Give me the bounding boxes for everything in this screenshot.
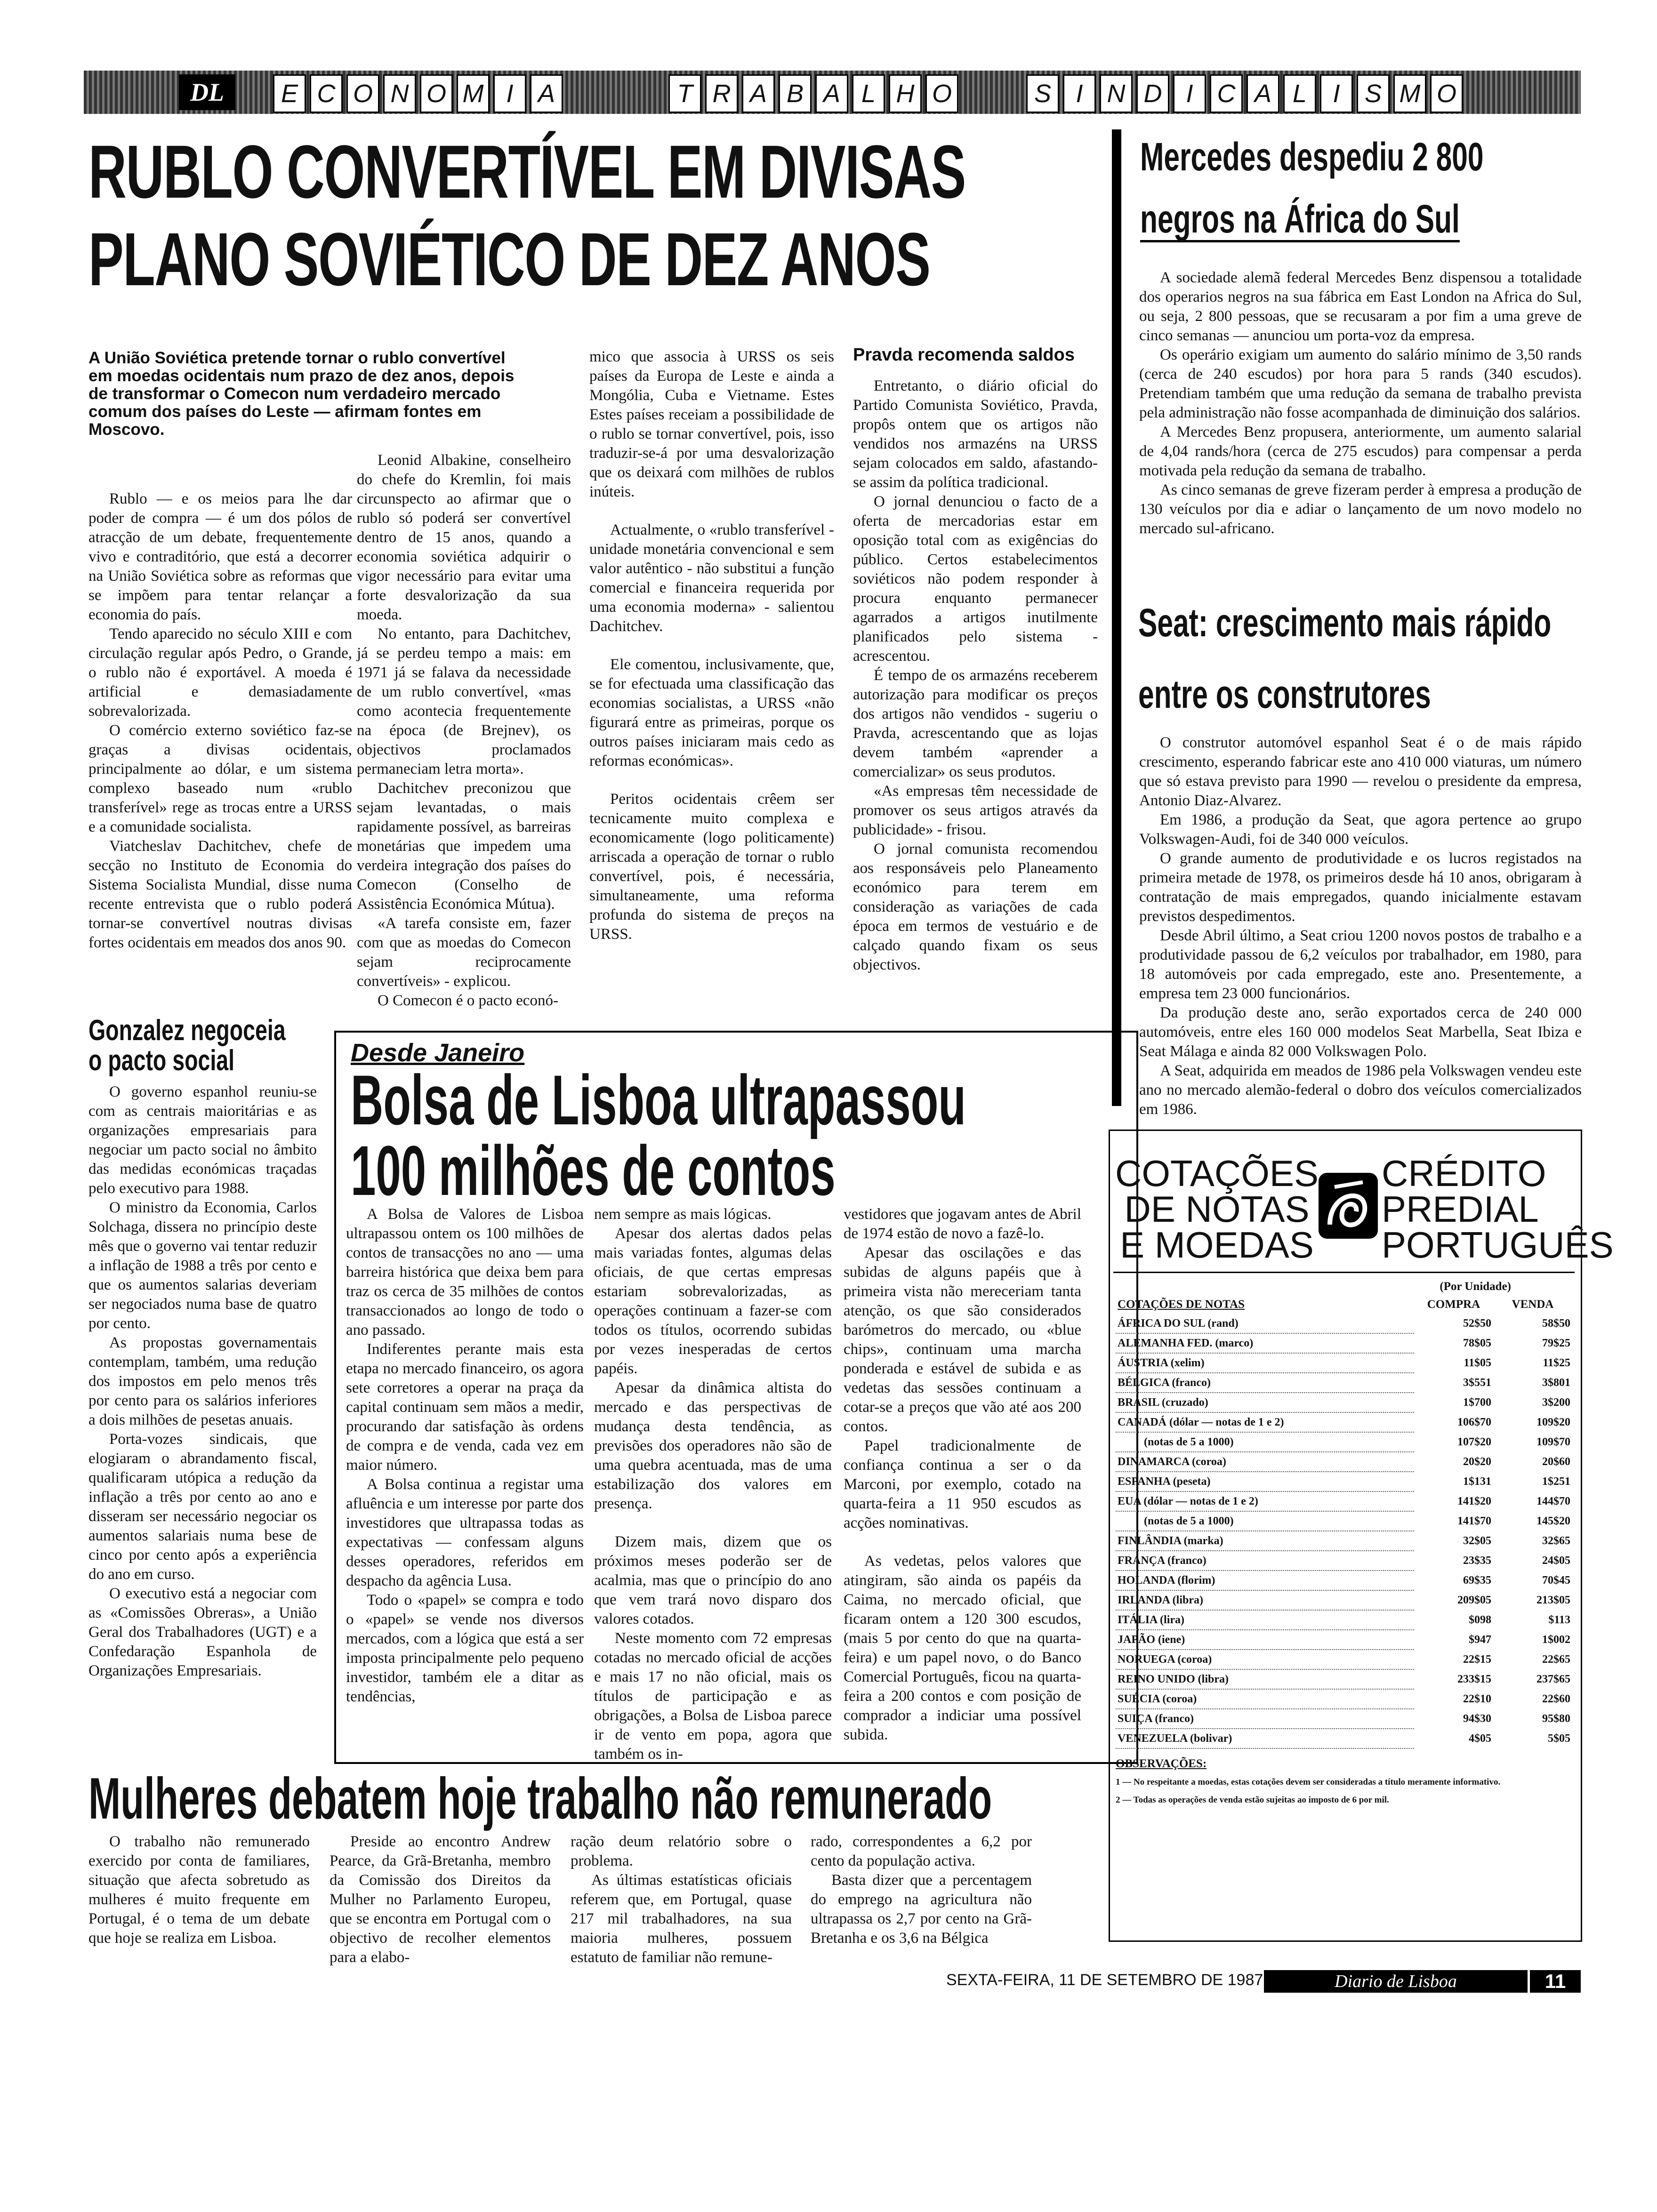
paragraph: «As empresas têm necessidade de promover os seus artigos através da publicidade» - frisou. [853, 783, 1098, 838]
section-word-sindicalismo [1026, 74, 1463, 113]
section-letter: E [273, 74, 306, 113]
paragraph: A Seat, adquirida em meados de 1986 pela Volkswagen vendeu este ano no mercado alemão-federal o dobro dos veículos comercializados em 1986. [1139, 1062, 1582, 1118]
rates-header-row [1116, 1295, 1572, 1314]
section-letter: M [1393, 74, 1426, 113]
rates-buy: 107$20 [1457, 1435, 1491, 1448]
footer-page-number: 11 [1530, 1970, 1581, 1993]
rates-currency: IRLANDA (libra) [1116, 1590, 1414, 1610]
rates-obs-2: 2 — Todas as operações de venda estão sujeitas ao imposto de 6 por mil. [1116, 1795, 1389, 1805]
section-letter: C [310, 74, 343, 113]
rates-row [1116, 1412, 1572, 1432]
bolsa-headline-line1: Bolsa de Lisboa ultrapassou [351, 1060, 966, 1139]
paragraph: Ele comentou, inclusivamente, que, se for efectuada uma classificação das economias socialistas, a URSS «não figurará entre as primeiras, porque os outros países iniciaram mais cedo as reformas económicas». [589, 656, 834, 769]
paragraph: Entretanto, o diário oficial do Partido Comunista Soviético, Pravda, propôs ontem que os artigos não vendidos nos armazéns na URSS sejam colocados em saldo, afastando-se assim da política tradicional. [853, 377, 1098, 491]
paragraph: vestidores que jogavam antes de Abril de 1974 estão de novo a fazê-lo. [844, 1206, 1081, 1242]
rates-sell: 24$05 [1542, 1554, 1570, 1567]
rates-row [1116, 1333, 1572, 1353]
rates-currency: HOLANDA (florim) [1116, 1571, 1414, 1590]
mulheres-col4 [811, 1832, 1032, 1948]
main-col2 [357, 451, 571, 1010]
paragraph: O comércio externo soviético faz-se graças a divisas ocidentais, principalmente ao dólar, e um sistema complexo baseado num «rublo transferível» rege as trocas entre a URSS e a comunidade socialista. [88, 722, 352, 835]
rates-table [1116, 1295, 1572, 1749]
section-letter: O [1430, 74, 1463, 113]
rates-sell: 144$70 [1536, 1495, 1570, 1507]
rates-buy: 22$15 [1463, 1653, 1491, 1666]
rates-row [1116, 1590, 1572, 1610]
rates-sell: 109$20 [1536, 1416, 1570, 1428]
rates-title-line: DE NOTAS [1124, 1188, 1310, 1230]
main-col1 [88, 489, 352, 953]
mulheres-col1 [88, 1832, 310, 1948]
section-letter: O [420, 74, 453, 113]
paragraph: Da produção deste ano, serão exportados cerca de 240 000 automóveis, entre eles 160 000 modelos Seat Marbella, Seat Ibiza e Seat Málaga e ainda 82 000 Volkswagen Polo. [1139, 1004, 1582, 1060]
paragraph: Viatcheslav Dachitchev, chefe de secção no Instituto de Economia do Sistema Socialista Mundial, disse numa recente entrevista que o rublo poderá tornar-se convertível noutras divisas fortes ocidentais em meados dos anos 90. [88, 838, 352, 951]
rates-col-label: COTAÇÕES DE NOTAS [1118, 1298, 1245, 1311]
rates-currency: ÁFRICA DO SUL (rand) [1116, 1314, 1414, 1333]
rates-row [1116, 1610, 1572, 1630]
paragraph: Em 1986, a produção da Seat, que agora pertence ao grupo Volkswagen-Audi, foi de 340 000 veículos. [1139, 811, 1582, 848]
gonzalez-headline: Gonzalez negoceia o pacto social [88, 1014, 286, 1077]
rates-buy: 52$50 [1463, 1317, 1491, 1330]
section-letter: A [815, 74, 848, 113]
rates-buy: 20$20 [1463, 1455, 1491, 1468]
paragraph: O jornal denunciou o facto de a oferta de mercadorias estar em oposição total com as exigências do público. Certos estabelecimentos soviéticos não podem responder à procura enquanto permanecer agarrados a artigos inutilmente planificados pelo sistema - acrescentou. [853, 493, 1098, 665]
rates-sell: 20$60 [1542, 1455, 1570, 1468]
paragraph: O grande aumento de produtividade e os lucros registados na primeira metade de 1978, os primeiros desde há 10 anos, obrigaram à contratação de mais empregados, quando inicialmente estavam previstos despedimentos. [1139, 850, 1582, 925]
paragraph: Os operário exigiam um aumento do salário mínimo de 3,50 rands (cerca de 240 escudos) por hora para 5 rands (340 escudos). Pretendiam também que uma redução da semana de trabalho prevista pela administração não fosse acompanhada de diminuição dos salários. [1139, 346, 1582, 421]
rates-buy: 209$05 [1457, 1594, 1491, 1606]
section-letter: N [383, 74, 416, 113]
paragraph: Apesar dos alertas dados pelas mais variadas fontes, algumas delas oficiais, de que certas empresas estariam sobrevalorizadas, as operações continuam a fazer-se com todos os títulos, ocorrendo subidas por vezes inesperadas de certos papéis. [594, 1225, 832, 1377]
rates-sell: 1$251 [1542, 1475, 1570, 1488]
pravda-subhead: Pravda recomenda saldos [853, 345, 1075, 365]
mercedes-text [1139, 268, 1582, 538]
paragraph: O trabalho não remunerado exercido por conta de familiares, situação que afecta sobretudo as mulheres é muito frequente em Portugal, é o tema de um debate que hoje se realiza em Lisboa. [88, 1833, 310, 1947]
rates-buy: 233$15 [1457, 1673, 1491, 1685]
dl-logo-icon: DL [179, 74, 235, 110]
rates-buy: 4$05 [1469, 1732, 1491, 1745]
rates-sell: 3$801 [1542, 1376, 1570, 1389]
rates-buy: 106$70 [1457, 1416, 1491, 1428]
paragraph: ração deum relatório sobre o problema. [571, 1833, 792, 1869]
rates-buy: $098 [1469, 1613, 1491, 1626]
rates-row [1116, 1432, 1572, 1452]
rates-sell: 70$45 [1542, 1574, 1570, 1587]
section-letter: I [1063, 74, 1096, 113]
rates-currency: FRANÇA (franco) [1116, 1551, 1414, 1571]
bolsa-col2 [594, 1205, 832, 1764]
rates-sell: 58$50 [1542, 1317, 1570, 1330]
rates-sell: 22$65 [1542, 1653, 1570, 1666]
rates-currency: (notas de 5 a 1000) [1116, 1511, 1414, 1531]
rates-row [1116, 1353, 1572, 1373]
paragraph: Indiferentes perante mais esta etapa no mercado financeiro, os agora sete corretores a operar na praça da capital continuam sem mãos a medir, procurando dar satisfação às ordens de compra e de venda, cada vez em maior número. [346, 1341, 584, 1474]
paragraph: Dizem mais, dizem que os próximos meses poderão ser de acalmia, mas que o princípio do ano que vem trará novo disparo dos valores cotados. [594, 1533, 832, 1627]
rates-row [1116, 1551, 1572, 1571]
rates-row [1116, 1630, 1572, 1650]
section-letter: I [493, 74, 526, 113]
rates-obs-1: 1 — No respeitante a moedas, estas cotações devem ser consideradas a título meramente informativo. [1116, 1777, 1501, 1787]
section-letter: T [668, 74, 701, 113]
paragraph: Todo o «papel» se compra e todo o «papel» se vende nos diversos mercados, com a lógica que está a ser imposta principalmente pelo pequeno investidor, também ele a ditar as tendências, [346, 1592, 584, 1705]
section-letter: A [742, 74, 775, 113]
footer-date: SEXTA-FEIRA, 11 DE SETEMBRO DE 1987 [946, 1971, 1263, 1989]
rates-obs-title: OBSERVAÇÕES: [1116, 1757, 1207, 1770]
rates-row [1116, 1709, 1572, 1729]
rates-buy: 141$70 [1457, 1515, 1491, 1527]
paragraph: No entanto, para Dachitchev, já se perdeu tempo a mais: em 1971 já se falava da necessidade de um rublo convertível, «mas como acontecia frequentemente na época (de Brejnev), os objectivos proclamados permaneciam letra morta». [357, 625, 571, 777]
paragraph: Neste momento com 72 empresas cotadas no mercado oficial de acções e mais 17 no não oficial, mais os títulos de participação e as obrigações, a Bolsa de Lisboa parece ir de vento em popa, agora que também os in- [594, 1630, 832, 1763]
rates-currency: JAPÃO (iene) [1116, 1630, 1414, 1650]
rates-buy: 141$20 [1457, 1495, 1491, 1507]
section-letter: S [1357, 74, 1390, 113]
rates-row [1116, 1472, 1572, 1491]
paragraph: A sociedade alemã federal Mercedes Benz dispensou a totalidade dos operarios negros na sua fábrica em East London na Africa do Sul, ou seja, 2 800 pessoas, que se recusaram a por fim a uma greve de cinco semanas — anunciou um porta-voz da empresa. [1139, 269, 1582, 344]
rates-title-line: PREDIAL [1382, 1188, 1539, 1230]
main-headline-line2: PLANO SOVIÉTICO DE DEZ ANOS [88, 217, 930, 301]
rates-row [1116, 1571, 1572, 1590]
paragraph: nem sempre as mais lógicas. [594, 1206, 772, 1223]
sidebar-rule [1112, 129, 1121, 1106]
paragraph: Apesar das oscilações e das subidas de alguns papéis que à primeira vista não mereceriam tanta atenção, os que são considerados barómetros do mercado, ou «blue chips», continuam uma marcha ponderada e estável de subida e as vedetas das sessões continuam a cotar-se a preços que vão até aos 200 contos. [844, 1244, 1081, 1435]
rates-buy: $947 [1469, 1633, 1491, 1646]
paragraph: O executivo está a negociar com as «Comissões Obreras», a União Geral dos Trabalhadores (UGT) e a Confedaração Espanhola de Organizações Empresariais. [88, 1585, 317, 1679]
bolsa-col3 [844, 1205, 1081, 1745]
rates-row [1116, 1373, 1572, 1393]
rates-buy: 23$35 [1463, 1554, 1491, 1567]
rates-currency: REINO UNIDO (libra) [1116, 1669, 1414, 1689]
rates-sell: 22$60 [1542, 1692, 1570, 1705]
paragraph: Papel tradicionalmente de confiança continua a ser o da Marconi, por exemplo, cotado na quarta-feira a 11 950 escudos as acções nominativas. [844, 1437, 1081, 1531]
paragraph: Preside ao encontro Andrew Pearce, da Grã-Bretanha, membro da Comissão dos Direitos da Mulher no Parlamento Europeu, que se encontra em Portugal com o objectivo de recolher elementos para a elabo- [330, 1833, 551, 1966]
main-lede: A União Soviética pretende tornar o rublo convertível em moedas ocidentais num prazo de dez anos, depois de transformar o Comecon num verdadeiro mercado comum dos países do Leste — afirmam fontes em Moscovo. [88, 349, 515, 439]
section-letter: A [1247, 74, 1279, 113]
rates-title-line: E MOEDAS [1120, 1224, 1314, 1266]
section-letter: O [346, 74, 379, 113]
seat-headline-line1: Seat: crescimento mais rápido [1138, 601, 1552, 645]
paragraph: O governo espanhol reuniu-se com as centrais maioritárias e as organizações empresariais para negociar um pacto social no âmbito das medidas económicas traçadas pelo executivo para 1988. [88, 1083, 317, 1197]
rates-currency: EUA (dólar — notas de 1 e 2) [1116, 1491, 1414, 1511]
rates-buy: 1$131 [1463, 1475, 1491, 1488]
rates-col-buy: COMPRA [1427, 1298, 1480, 1311]
rates-sell: 109$70 [1536, 1435, 1570, 1448]
rates-title-left [1113, 1153, 1320, 1266]
rates-title-right [1382, 1153, 1614, 1266]
rates-sell: 79$25 [1542, 1337, 1570, 1349]
paragraph: As vedetas, pelos valores que atingiram, são ainda os papéis da Caima, no mercado oficial, que ficaram ontem a 120 300 escudos, (mais 5 por cento do que na quarta-feira) e um papel novo, o do Banco Comercial Português, ficou na quarta-feira a 200 contos e com posição de comprador a indiciar uma possível subida. [844, 1553, 1081, 1743]
section-letter: I [1320, 74, 1353, 113]
section-letter: N [1100, 74, 1133, 113]
paragraph: «A tarefa consiste em, fazer com que as moedas do Comecon sejam reciprocamente convertíveis» - explicou. [357, 915, 571, 990]
main-col3 [589, 347, 834, 944]
section-letter: D [1136, 74, 1169, 113]
section-letter: C [1210, 74, 1243, 113]
bank-logo-icon [1316, 1159, 1381, 1253]
paragraph: É tempo de os armazéns receberem autorização para modificar os preços dos artigos não vendidos - sugeriu o Pravda, acrescentando que as lojas devem também «aprender a comercializar» os seus produtos. [853, 667, 1098, 780]
section-letter: S [1026, 74, 1059, 113]
mulheres-col2 [330, 1832, 551, 1967]
seat-text [1139, 733, 1582, 1119]
rates-row [1116, 1511, 1572, 1531]
section-letter: R [705, 74, 738, 113]
rates-currency: ESPANHA (peseta) [1116, 1472, 1414, 1491]
rates-currency: DINAMARCA (coroa) [1116, 1452, 1414, 1472]
paragraph: Porta-vozes sindicais, que elogiaram o abrandamento fiscal, qualificaram utópica a redução da inflação a três por cento ao ano e disseram ser necessário negociar os aumentos salariais numa bese de cinco por cento após a experiência do ano em curso. [88, 1431, 317, 1583]
paragraph: mico que associa à URSS os seis países da Europa de Leste e ainda a Mongólia, Cuba e Vietname. Estes Estes países receiam a possibilidade de o rublo se tornar convertível, pois, isso traduzir-se-á por uma desvalorização que os deixará com milhões de rublos inúteis. [589, 348, 834, 500]
rates-currency: (notas de 5 a 1000) [1116, 1432, 1414, 1452]
rates-sell: 3$200 [1542, 1396, 1570, 1409]
rates-row [1116, 1393, 1572, 1412]
paragraph: As cinco semanas de greve fizeram perder à empresa a produção de 130 veículos por dia e adiar o lançamento de um novo modelo no mercado sul-africano. [1139, 481, 1582, 537]
section-letter: M [457, 74, 490, 113]
rates-row [1116, 1650, 1572, 1669]
rates-sell: $113 [1548, 1613, 1570, 1626]
rates-title-line: PORTUGUÊS [1382, 1224, 1614, 1266]
rates-currency: VENEZUELA (bolivar) [1116, 1729, 1414, 1748]
rates-buy: 3$551 [1463, 1376, 1491, 1389]
paragraph: Dachitchev preconizou que sejam levantadas, o mais rapidamente possível, as barreiras monetárias que impedem uma verdeira integração dos países do Comecon (Conselho de Assistência Económica Mútua). [357, 780, 571, 913]
paragraph: Basta dizer que a percentagem do emprego na agricultura não ultrapassa os 2,7 por cento na Grã-Bretanha e os 3,6 na Bélgica [811, 1872, 1032, 1947]
section-letter: I [1173, 74, 1206, 113]
rates-divider [1113, 1272, 1575, 1273]
rates-sell: 213$05 [1536, 1594, 1570, 1606]
paragraph: O jornal comunista recomendou aos responsáveis pelo Planeamento económico para terem em consideração as variações de cada época em termos de vestuário e de calçado quando fixam os seus objectivos. [853, 841, 1098, 973]
section-letter: O [925, 74, 958, 113]
rates-buy: 1$700 [1463, 1396, 1491, 1409]
mulheres-col3 [571, 1832, 792, 1967]
main-headline-line1: RUBLO CONVERTÍVEL EM DIVISAS [88, 129, 965, 214]
main-col4 [853, 377, 1098, 975]
paragraph: O ministro da Economia, Carlos Solchaga, dissera no princípio deste mês que o governo vai tentar reduzir a inflação de 1988 a três por cento e que os aumentos salarias deveriam ser negociados numa base de quatro por cento. [88, 1199, 317, 1332]
rates-row [1116, 1491, 1572, 1511]
paragraph: Actualmente, o «rublo transferível - unidade monetária convencional e sem valor autêntico - não substitui a função comercial e financeira requerida por uma economia moderna» - salientou Dachitchev. [589, 521, 834, 635]
footer-paper-name: Diario de Lisboa [1264, 1970, 1528, 1993]
section-letter: L [852, 74, 885, 113]
rates-buy: 69$35 [1463, 1574, 1491, 1587]
section-letter: B [779, 74, 812, 113]
gonzalez-text [88, 1082, 317, 1681]
section-letter: A [530, 74, 563, 113]
rates-currency: BRASIL (cruzado) [1116, 1393, 1414, 1412]
seat-headline-line2: entre os construtores [1138, 672, 1431, 716]
bolsa-headline-line2: 100 milhões de contos [351, 1131, 836, 1210]
paragraph: rado, correspondentes a 6,2 por cento da população activa. [811, 1833, 1032, 1869]
rates-row [1116, 1314, 1572, 1333]
paragraph: Tendo aparecido no século XIII e com circulação regular após Pedro, o Grande, o rublo não é exportável. A moeda é artificial e demasiadamente sobrevalorizada. [88, 625, 352, 720]
mercedes-headline-line2: negros na África do Sul [1140, 198, 1460, 242]
paragraph: O Comecon é o pacto econó- [378, 992, 558, 1009]
rates-unit: (Por Unidade) [1440, 1280, 1511, 1293]
rates-currency: ALEMANHA FED. (marco) [1116, 1333, 1414, 1353]
bolsa-kicker: Desde Janeiro [351, 1039, 525, 1067]
paragraph: A Bolsa continua a registar uma afluência e um interesse por parte dos investidores que ultrapassa todas as expectativas — confessam alguns desses operadores, referidos em despacho da agência Lusa. [346, 1476, 584, 1589]
rates-currency: ÁUSTRIA (xelim) [1116, 1353, 1414, 1373]
mulheres-headline: Mulheres debatem hoje trabalho não remunerado [88, 1766, 992, 1831]
paragraph: As últimas estatísticas oficiais referem que, em Portugal, quase 217 mil trabalhadores, na sua maioria mulheres, possuem estatuto de familiar não remune- [571, 1872, 792, 1966]
rates-row [1116, 1669, 1572, 1689]
section-letter: H [889, 74, 922, 113]
paragraph: Apesar da dinâmica altista do mercado e das perspectivas de mudança desta tendência, as previsões dos operadores não são de uma quebra acentuada, mas de uma estabilização dos valores em presença. [594, 1379, 832, 1512]
rates-buy: 11$05 [1464, 1356, 1491, 1369]
rates-sell: 11$25 [1543, 1356, 1570, 1369]
rates-currency: BÉLGICA (franco) [1116, 1373, 1414, 1393]
rates-row [1116, 1729, 1572, 1748]
rates-currency: ITÁLIA (lira) [1116, 1610, 1414, 1630]
rates-buy: 78$05 [1463, 1337, 1491, 1349]
paragraph: Leonid Albakine, conselheiro do chefe do Kremlin, foi mais circunspecto ao afirmar que o rublo só poderá ser convertível dentro de 15 anos, quando a economia soviética adquirir o vigor necessário para evitar uma forte desvalorização da sua moeda. [357, 452, 571, 623]
rates-title-line: COTAÇÕES [1115, 1153, 1319, 1194]
paragraph: A Mercedes Benz propusera, anteriormente, um aumento salarial de 4,04 rands/hora (cerca de 275 escudos) para compensar a perda motivada pela redução da semana de trabalho. [1139, 424, 1582, 479]
rates-row [1116, 1689, 1572, 1709]
rates-currency: NORUEGA (coroa) [1116, 1650, 1414, 1669]
rates-sell: 95$80 [1542, 1712, 1570, 1725]
paragraph: O construtor automóvel espanhol Seat é o de mais rápido crescimento, esperando fabricar este ano 410 000 viaturas, um número que só estava previsto para 1990 — revelou o presidente da empresa, Antonio Diaz-Alvarez. [1139, 734, 1582, 809]
paragraph: As propostas governamentais contemplam, também, uma redução dos impostos em pelo menos três por cento para os salários inferiores a dois milhões de pesetas anuais. [88, 1334, 317, 1428]
paragraph: Peritos ocidentais crêem ser tecnicamente muito complexa e economicamente (logo politicamente) arriscada a operação de tornar o rublo convertível, pois, é necessária, simultaneamente, uma reforma profunda do sistema de preços na URSS. [589, 791, 834, 943]
rates-title-line: CRÉDITO [1382, 1153, 1546, 1194]
rates-buy: 94$30 [1463, 1712, 1491, 1725]
rates-sell: 5$05 [1548, 1732, 1570, 1745]
rates-currency: CANADÁ (dólar — notas de 1 e 2) [1116, 1412, 1414, 1432]
rates-currency: SUIÇA (franco) [1116, 1709, 1414, 1729]
rates-currency: FINLÂNDIA (marka) [1116, 1531, 1414, 1551]
rates-sell: 145$20 [1536, 1515, 1570, 1527]
rates-sell: 32$65 [1542, 1534, 1570, 1547]
paragraph: Rublo — e os meios para lhe dar poder de compra — é um dos pólos de atracção de um debate, frequentemente vivo e contraditório, que está a decorrer na União Soviética sobre as reformas que se impõem para tentar relançar a economia do país. [88, 490, 352, 623]
rates-row [1116, 1452, 1572, 1472]
paragraph: Desde Abril último, a Seat criou 1200 novos postos de trabalho e a produtividade passou de 6,2 veículos por trabalhador, em 1980, para 18 automóveis por cada empregado, este ano. Presentemente, a empresa tem 23 000 funcionários. [1139, 927, 1582, 1002]
section-word-economia [273, 74, 563, 113]
rates-table-wrap [1116, 1280, 1572, 1806]
section-letter: L [1283, 74, 1316, 113]
rates-row [1116, 1531, 1572, 1551]
rates-buy: 32$05 [1463, 1534, 1491, 1547]
paragraph: A Bolsa de Valores de Lisboa ultrapassou ontem os 100 milhões de contos de transacções no ano — uma barreira histórica que deixa bem para traz os cerca de 35 milhões de contos transaccionados ao longo de todo o ano passado. [346, 1206, 584, 1338]
rates-currency: SUÉCIA (coroa) [1116, 1689, 1414, 1709]
rates-buy: 22$10 [1463, 1692, 1491, 1705]
rates-sell: 1$002 [1542, 1633, 1570, 1646]
bolsa-col1 [346, 1205, 584, 1707]
rates-sell: 237$65 [1536, 1673, 1570, 1685]
section-word-trabalho [668, 74, 958, 113]
mercedes-headline-line1: Mercedes despediu 2 800 [1140, 135, 1484, 179]
rates-col-sell: VENDA [1512, 1298, 1554, 1311]
